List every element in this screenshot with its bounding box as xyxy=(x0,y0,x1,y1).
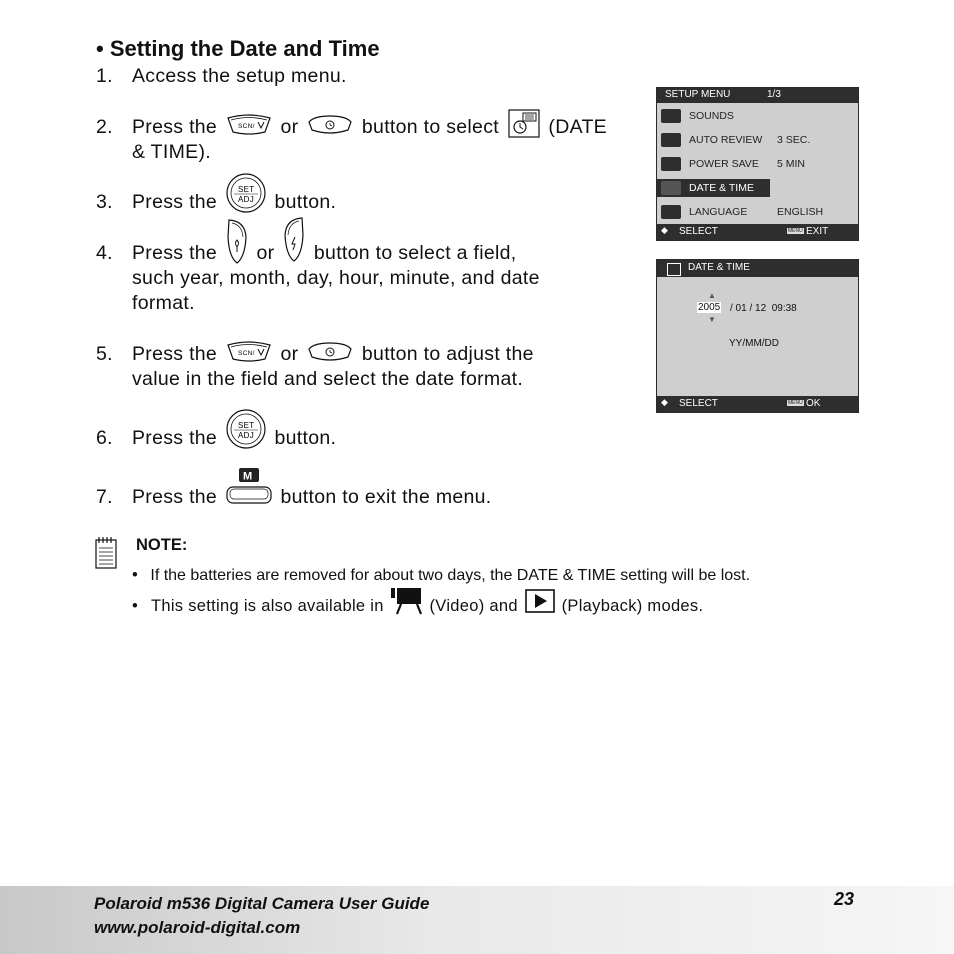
step-text: Access the setup menu. xyxy=(132,65,347,87)
guide-title: Polaroid m536 Digital Camera User Guide xyxy=(94,894,430,913)
playback-mode-icon xyxy=(525,589,555,615)
svg-text:ADJ: ADJ xyxy=(237,194,254,204)
scn-button-icon xyxy=(225,341,273,363)
date-time-icon xyxy=(667,263,681,276)
step-text: & TIME). xyxy=(132,141,211,163)
sound-icon xyxy=(661,109,681,123)
page-number: 23 xyxy=(834,889,855,909)
menu-row-power-save: POWER SAVE 5 MIN xyxy=(657,155,858,173)
step-text: (DATE xyxy=(548,116,607,138)
step-text: Press the xyxy=(132,116,218,138)
step-text: Press the xyxy=(132,486,218,508)
date-time-screen xyxy=(656,259,859,413)
step-text: button. xyxy=(274,427,337,449)
step-number: 3. xyxy=(96,191,113,213)
video-mode-icon xyxy=(391,586,423,616)
scn-button-icon xyxy=(225,114,273,136)
step-text: or xyxy=(280,343,299,365)
menu-row-language: LANGUAGE ENGLISH xyxy=(657,203,858,221)
step-text: format. xyxy=(132,292,195,314)
step-number: 7. xyxy=(96,486,113,508)
step-number: 5. xyxy=(96,343,113,365)
date-time-value: / 01 / 12 09:38 xyxy=(730,303,797,314)
step-text: Press the xyxy=(132,242,218,264)
svg-text:M: M xyxy=(242,470,253,483)
navigate-arrows-icon: ◆ xyxy=(661,225,668,235)
step-number: 2. xyxy=(96,116,113,138)
menu-button-icon xyxy=(225,467,273,507)
step-text: or xyxy=(256,242,275,264)
step-text: button to select xyxy=(361,116,499,138)
flash-button-icon xyxy=(282,215,306,263)
date-format: YY/MM/DD xyxy=(729,338,779,349)
screen-footer: ◆ SELECT MENU EXIT xyxy=(657,224,858,240)
power-save-icon xyxy=(661,157,681,171)
svg-text:SCN/: SCN/ xyxy=(237,349,255,357)
bullet: • xyxy=(132,597,139,615)
date-time-icon xyxy=(661,181,681,195)
navigate-arrows-icon: ◆ xyxy=(661,397,668,407)
note-bullet-1: • If the batteries are removed for about two days, the DATE & TIME setting will be lost. xyxy=(132,566,751,584)
note-bullet-2: • This setting is also available in (Video) and (Playback) modes. xyxy=(132,597,703,616)
step-text: button. xyxy=(274,191,337,213)
step-text: or xyxy=(280,116,299,138)
step-text: Press the xyxy=(132,343,218,365)
svg-text:ADJ: ADJ xyxy=(237,430,254,440)
menu-row-sounds: SOUNDS xyxy=(657,107,858,125)
step-text: such year, month, day, hour, minute, and date xyxy=(132,267,540,289)
step-text: button to select a field, xyxy=(313,242,517,264)
svg-text:SET: SET xyxy=(237,420,255,430)
note-heading: NOTE: xyxy=(136,536,188,554)
step-text: button to exit the menu. xyxy=(280,486,492,508)
svg-text:SCN/: SCN/ xyxy=(237,122,255,130)
date-time-icon xyxy=(507,108,541,138)
menu-row-date-time: DATE & TIME xyxy=(657,179,770,197)
page-footer xyxy=(0,886,954,954)
set-adj-button-icon xyxy=(225,172,267,214)
bullet: • xyxy=(132,566,138,584)
notepad-icon xyxy=(94,536,118,570)
set-adj-button-icon xyxy=(225,408,267,450)
macro-button-icon xyxy=(225,217,249,265)
review-icon xyxy=(661,133,681,147)
step-number: 4. xyxy=(96,242,113,264)
svg-text:SET: SET xyxy=(237,184,255,194)
setup-menu-screen xyxy=(656,87,859,241)
language-icon xyxy=(661,205,681,219)
screen-header: SETUP MENU 1/3 xyxy=(657,88,858,103)
down-arrow-icon: ▼ xyxy=(708,315,716,324)
year-field: 2005 xyxy=(698,302,721,313)
step-number: 1. xyxy=(96,65,113,87)
up-arrow-icon: ▲ xyxy=(708,291,716,300)
screen-footer: ◆ SELECT MENU OK xyxy=(657,396,858,412)
step-text: Press the xyxy=(132,427,218,449)
website-url: www.polaroid-digital.com xyxy=(94,918,301,937)
menu-key-icon: MENU xyxy=(788,228,803,234)
timer-button-icon xyxy=(306,341,354,363)
step-text: value in the field and select the date format. xyxy=(132,368,524,390)
timer-button-icon xyxy=(306,114,354,136)
section-title: • Setting the Date and Time xyxy=(96,36,380,61)
menu-row-auto-review: AUTO REVIEW 3 SEC. xyxy=(657,131,858,149)
screen-header: DATE & TIME xyxy=(657,260,858,277)
menu-key-icon: MENU xyxy=(788,400,803,406)
step-number: 6. xyxy=(96,427,113,449)
step-text: button to adjust the xyxy=(361,343,534,365)
step-text: Press the xyxy=(132,191,218,213)
